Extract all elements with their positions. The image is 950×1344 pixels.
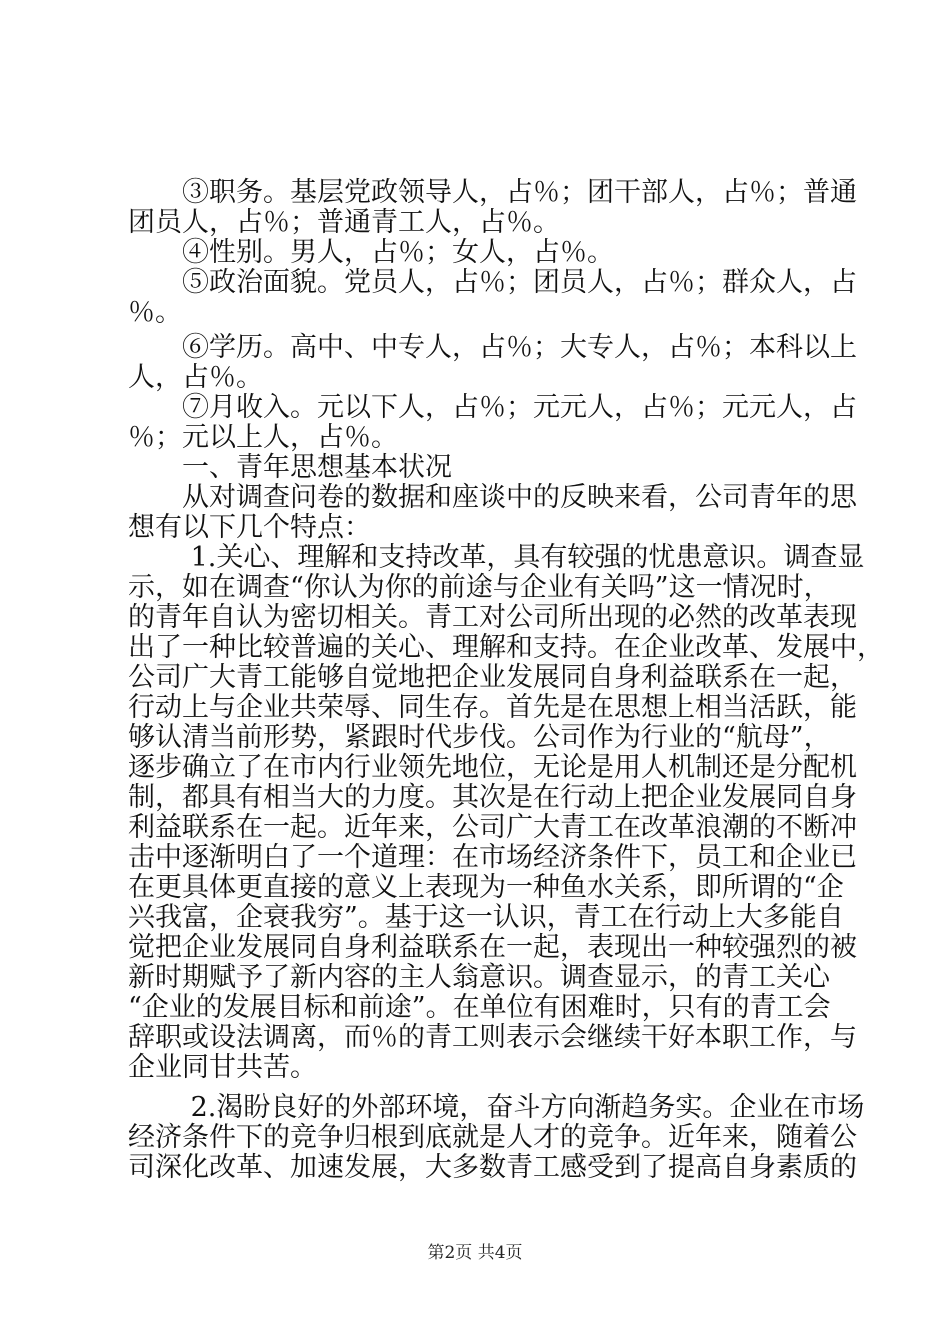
section-heading: 一、青年思想基本状况: [128, 452, 452, 483]
body-text-line: 2.渴盼良好的外部环境，奋斗方向渐趋务实。企业在市场: [128, 1092, 865, 1123]
body-text-line: ⑥学历。高中、中专人，占％；大专人，占％；本科以上: [128, 332, 857, 363]
body-text-line: 公司广大青工能够自觉地把企业发展同自身利益联系在一起，: [128, 662, 857, 693]
page-number-footer: 第2页 共4页: [427, 1243, 523, 1263]
body-text-line: 经济条件下的竞争归根到底就是人才的竞争。近年来，随着公: [128, 1122, 857, 1153]
body-text-line: 团员人，占％；普通青工人，占％。: [128, 207, 560, 238]
body-text-line: “企业的发展目标和前途”。在单位有困难时，只有的青工会: [128, 992, 831, 1023]
body-text-line: 企业同甘共苦。: [128, 1052, 317, 1083]
body-text-line: 制，都具有相当大的力度。其次是在行动上把企业发展同自身: [128, 782, 857, 813]
body-text-line: 1.关心、理解和支持改革，具有较强的忧患意识。调查显: [128, 542, 865, 573]
body-text-line: 出了一种比较普遍的关心、理解和支持。在企业改革、发展中，: [128, 632, 884, 663]
body-text-line: ④性别。男人，占％；女人，占％。: [128, 237, 614, 268]
body-text-line: 在更具体更直接的意义上表现为一种鱼水关系，即所谓的“企: [128, 872, 844, 903]
body-text-line: 人，占％。: [128, 362, 263, 393]
body-text-line: 从对调查问卷的数据和座谈中的反映来看，公司青年的思: [128, 482, 857, 513]
body-text-line: 想有以下几个特点：: [128, 512, 371, 543]
body-text-line: 司深化改革、加速发展，大多数青工感受到了提高自身素质的: [128, 1152, 857, 1183]
body-text-line: 觉把企业发展同自身利益联系在一起，表现出一种较强烈的被: [128, 932, 857, 963]
body-text-line: ％；元以上人，占％。: [128, 422, 398, 453]
body-text-line: 够认清当前形势，紧跟时代步伐。公司作为行业的“航母”，: [128, 722, 831, 753]
body-text-line: ③职务。基层党政领导人，占％；团干部人，占％；普通: [128, 177, 857, 208]
body-text-line: 利益联系在一起。近年来，公司广大青工在改革浪潮的不断冲: [128, 812, 857, 843]
body-text-line: 辞职或设法调离，而％的青工则表示会继续干好本职工作，与: [128, 1022, 857, 1053]
body-text-line: 的青年自认为密切相关。青工对公司所出现的必然的改革表现: [128, 602, 857, 633]
body-text-line: 兴我富，企衰我穷”。基于这一认识，青工在行动上大多能自: [128, 902, 844, 933]
body-text-line: ⑤政治面貌。党员人，占％；团员人，占％；群众人，占: [128, 267, 857, 298]
body-text-line: ⑦月收入。元以下人，占％；元元人，占％；元元人，占: [128, 392, 857, 423]
body-text-line: 击中逐渐明白了一个道理：在市场经济条件下，员工和企业已: [128, 842, 857, 873]
body-text-line: 示，如在调查“你认为你的前途与企业有关吗”这一情况时，: [128, 572, 831, 603]
body-text-line: 新时期赋予了新内容的主人翁意识。调查显示，的青工关心: [128, 962, 830, 993]
body-text-line: 逐步确立了在市内行业领先地位，无论是用人机制还是分配机: [128, 752, 857, 783]
body-text-line: ％。: [128, 297, 182, 328]
body-text-line: 行动上与企业共荣辱、同生存。首先是在思想上相当活跃，能: [128, 692, 857, 723]
